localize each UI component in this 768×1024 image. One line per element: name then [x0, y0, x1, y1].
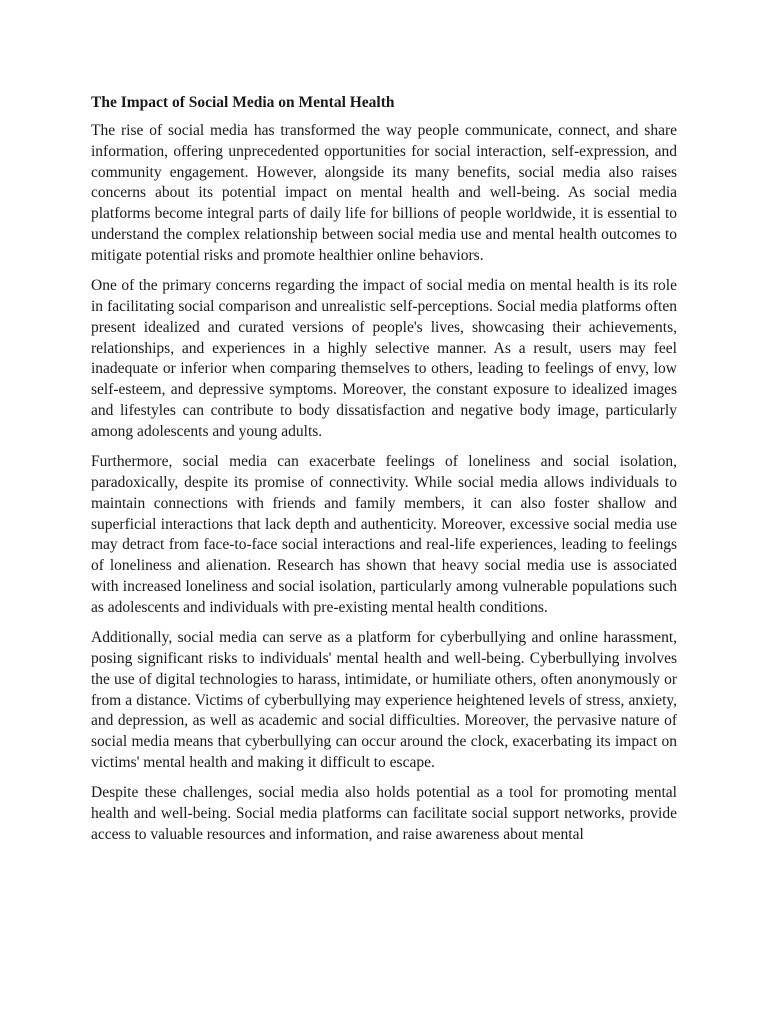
paragraph-1: The rise of social media has transformed the way people communicate, connect, and share information, offering unprecedented opportunities for social interaction, self-expression, and community engagement. However, alongside its many benefits, social media also raises concerns about its potential impact on mental health and well-being. As social media platforms become integral parts of daily life for billions of people worldwide, it is essential to understand the complex relationship between social media use and mental health outcomes to mitigate potential risks and promote healthier online behaviors.	[91, 122, 677, 264]
paragraph-5: Despite these challenges, social media also holds potential as a tool for promoting mental health and well-being. Social media platforms can facilitate social support networks, provide access to valuable resources and information, and raise awareness about mental	[91, 784, 677, 843]
document-page	[91, 92, 677, 855]
document-title: The Impact of Social Media on Mental Health	[91, 94, 395, 111]
paragraph-4: Additionally, social media can serve as a platform for cyberbullying and online harassment, posing significant risks to individuals' mental health and well-being. Cyberbullying involves the use of digital technologies to harass, intimidate, or humiliate others, often anonymously or from a distance. Victims of cyberbullying may experience heightened levels of stress, anxiety, and depression, as well as academic and social difficulties. Moreover, the pervasive nature of social media means that cyberbullying can occur around the clock, exacerbating its impact on victims' mental health and making it difficult to escape.	[91, 629, 677, 771]
paragraph-3: Furthermore, social media can exacerbate feelings of loneliness and social isolation, paradoxically, despite its promise of connectivity. While social media allows individuals to maintain connections with friends and family members, it can also foster shallow and superficial interactions that lack depth and authenticity. Moreover, excessive social media use may detract from face-to-face social interactions and real-life experiences, leading to feelings of loneliness and alienation. Research has shown that heavy social media use is associated with increased loneliness and social isolation, particularly among vulnerable populations such as adolescents and individuals with pre-existing mental health conditions.	[91, 453, 677, 616]
paragraph-2: One of the primary concerns regarding the impact of social media on mental health is its role in facilitating social comparison and unrealistic self-perceptions. Social media platforms often present idealized and curated versions of people's lives, showcasing their achievements, relationships, and experiences in a highly selective manner. As a result, users may feel inadequate or inferior when comparing themselves to others, leading to feelings of envy, low self-esteem, and depressive symptoms. Moreover, the constant exposure to idealized images and lifestyles can contribute to body dissatisfaction and negative body image, particularly among adolescents and young adults.	[91, 277, 677, 440]
